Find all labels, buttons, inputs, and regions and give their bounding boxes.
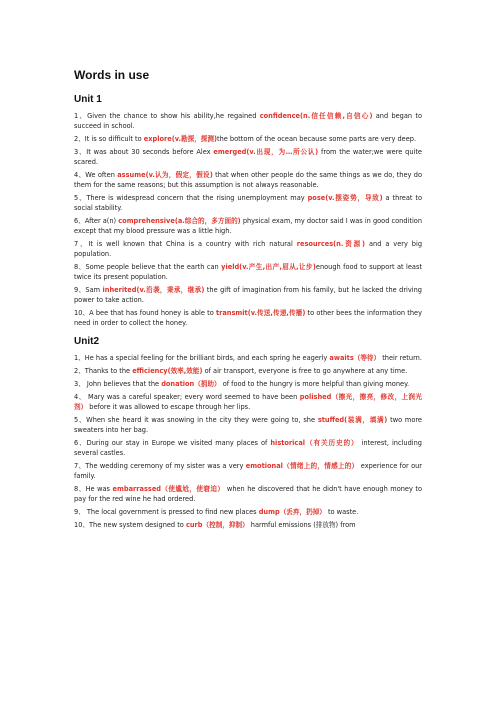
sentence-text: of food to the hungry is more helpful than giving money. [220, 380, 410, 388]
sentence-text: 8、He was [74, 485, 113, 493]
sentence-text: before it was allowed to escape through her lips. [87, 403, 251, 411]
exercise-item [74, 392, 422, 412]
sentence-text: physical exam, my doctor said I was in good condition except that my blood pressure was a little high. [74, 217, 422, 235]
sentence-text: of air transport, everyone is free to go anywhere at any time. [202, 367, 408, 375]
sentence-text: 1、Given the chance to show his ability,he regained [74, 112, 260, 120]
sentence-text: 7、It is well known that China is a country with rich natural [74, 240, 297, 248]
keyword-highlight: efficiency(效率,效能) [132, 367, 203, 375]
sentence-text: the gift of imagination from his family, but he lacked the driving power to take action. [74, 286, 422, 304]
exercise-item [74, 285, 422, 305]
sentence-text: when he discovered that he didn't have enough money to pay for the red wine he had ordered. [74, 485, 422, 503]
exercise-item [74, 438, 422, 458]
sentence-text: 5、When she heard it was snowing in the city they were going to, she [74, 416, 318, 424]
keyword-highlight: pose(v.摆姿势，导致) [307, 194, 383, 202]
sentence-text: and a very big population. [74, 240, 423, 258]
sentence-text: from the water;we were quite scared. [74, 148, 422, 166]
exercise-item [74, 216, 422, 236]
sentence-text: 5、There is widespread concern that the rising unemployment may [74, 194, 308, 202]
sentence-text: 3、It was about 30 seconds before Alex [74, 148, 214, 156]
sentence-text: that when other people do the same things as we do, they do them for the same reasons; but this assumption is not always reasonable. [74, 171, 422, 189]
sentence-text: their return. [380, 354, 422, 362]
keyword-highlight: awaits（等待） [329, 354, 381, 362]
sentence-text: 10、The new system designed to [74, 521, 186, 529]
keyword-highlight: inherited(v.沿袭，秉承，继承) [102, 286, 205, 294]
sentence-text: 1、He has a special feeling for the brilliant birds, and each spring he eagerly [74, 354, 330, 362]
keyword-highlight: stuffed(装满，填满) [317, 416, 388, 424]
keyword-highlight: curb（控制，抑制） [185, 521, 249, 529]
sentence-text: experience for our family. [74, 462, 423, 480]
keyword-highlight: embarrassed（使尴尬，使窘迫） [112, 485, 225, 493]
exercise-item [74, 353, 422, 363]
keyword-highlight: emotional（情绪上的，情感上的） [245, 462, 359, 470]
sentence-text: enough food to support at least twice its present population. [74, 263, 422, 281]
exercise-item [74, 111, 422, 131]
keyword-highlight: confidence(n.信任信赖,自信心) [259, 112, 373, 120]
keyword-highlight: transmit(v.传送,传递,传播) [215, 309, 306, 317]
keyword-highlight: donation（捐助） [161, 380, 221, 388]
sentence-text: 2、It is so difficult to [74, 135, 144, 143]
keyword-highlight: comprehensive(a.综合的，多方面的) [118, 217, 241, 225]
keyword-highlight: polished（擦光，擦亮，修改，上润光剂） [74, 393, 422, 411]
sentence-text: 7、The wedding ceremony of my sister was a very [74, 462, 246, 470]
exercise-item [74, 366, 422, 376]
sentence-text: the bottom of the ocean because some parts are very deep. [217, 135, 417, 143]
exercise-item [74, 147, 422, 167]
sentence-text: 10、A bee that has found honey is able to [74, 309, 216, 317]
sentence-text: 8、Some people believe that the earth can [74, 263, 222, 271]
exercise-item [74, 484, 422, 504]
exercise-item [74, 520, 422, 530]
exercise-item [74, 134, 422, 144]
sentence-text: 4、We often [74, 171, 118, 179]
sentence-text: 2、Thanks to the [74, 367, 133, 375]
keyword-highlight: resources(n.资源) [296, 240, 366, 248]
sentence-text: to waste. [325, 508, 359, 516]
keyword-highlight: historical（有关历史的） [270, 439, 359, 447]
units-container [74, 94, 422, 530]
sentence-text: 6、After a(n) [74, 217, 119, 225]
exercise-item [74, 262, 422, 282]
exercise-item [74, 239, 422, 259]
sentence-text: two more sweaters into her bag. [74, 416, 422, 434]
sentence-text: 9、Sam [74, 286, 103, 294]
keyword-highlight: yield(v.产生,出产,屈从,让步) [221, 263, 316, 271]
keyword-highlight: assume(v.认为，假定，假设) [117, 171, 213, 179]
keyword-highlight: dump（丢弃，扔掉） [258, 508, 326, 516]
sentence-text: to other bees the information they need in order to collect the honey. [74, 309, 422, 327]
document-title: Words in use [74, 68, 150, 82]
keyword-highlight: explore(v.勘探，探测) [143, 135, 218, 143]
exercise-item [74, 170, 422, 190]
sentence-text: a threat to social stability. [74, 194, 423, 212]
unit-heading: Unit 1 [74, 94, 102, 105]
sentence-text: 9、 The local government is pressed to find new places [74, 508, 259, 516]
exercise-item [74, 193, 422, 213]
exercise-item [74, 461, 422, 481]
sentence-text: 3、 John believes that the [74, 380, 162, 388]
exercise-item [74, 415, 422, 435]
sentence-text: interest, including several castles. [74, 439, 422, 457]
exercise-item [74, 308, 422, 328]
sentence-text: 6、During our stay in Europe we visited many places of [74, 439, 271, 447]
exercise-item [74, 507, 422, 517]
unit-heading: Unit2 [74, 336, 99, 347]
exercise-item [74, 379, 422, 389]
sentence-text: harmful emissions (排放物) from [248, 521, 356, 529]
keyword-highlight: emerged(v.出现，为…所公认) [213, 148, 319, 156]
sentence-text: and began to succeed in school. [74, 112, 422, 130]
sentence-text: 4、 Mary was a careful speaker; every word seemed to have been [74, 393, 300, 401]
